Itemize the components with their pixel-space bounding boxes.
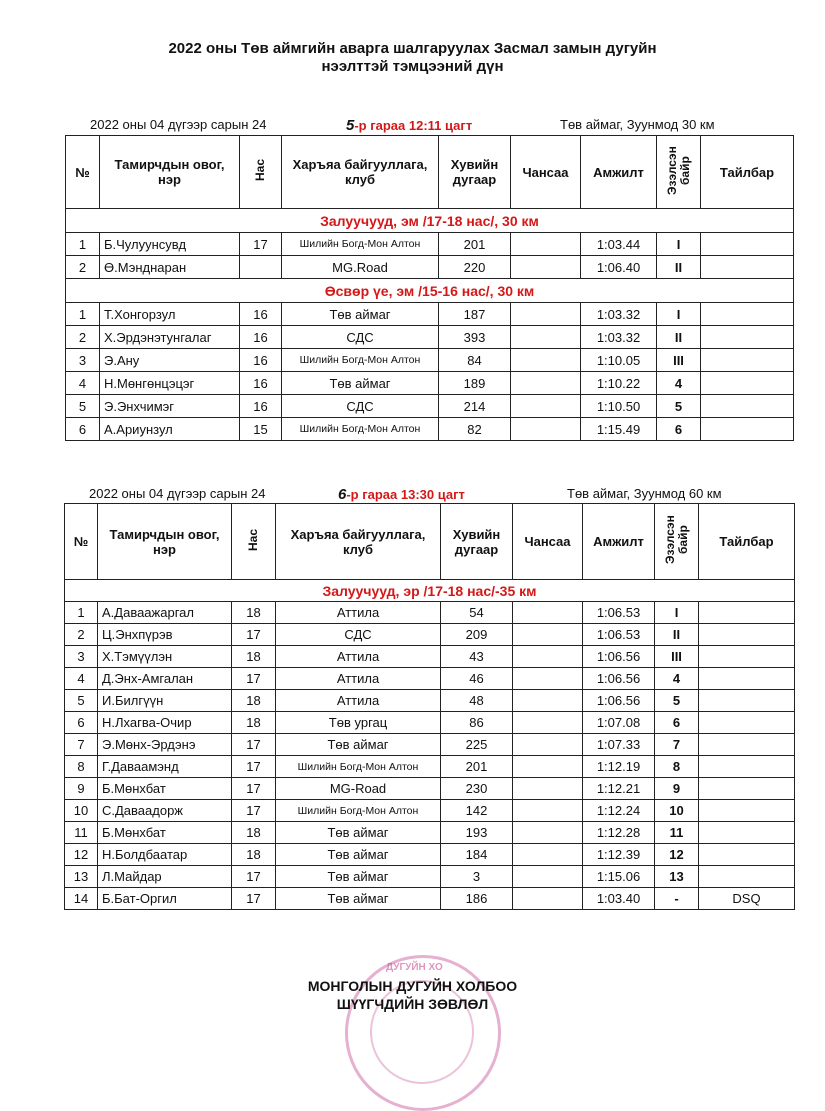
cell-name: А.Даваажаргал [98, 602, 232, 624]
section-header-row [66, 209, 794, 233]
cell-bonus [511, 349, 581, 372]
cell-no: 5 [66, 395, 100, 418]
cell-club: Аттила [276, 602, 441, 624]
cell-place: II [657, 326, 701, 349]
header-result: Амжилт [581, 136, 657, 209]
cell-result: 1:07.33 [583, 734, 655, 756]
result-row [65, 668, 795, 690]
cell-bonus [511, 418, 581, 441]
cell-name: Т.Хонгорзул [100, 303, 240, 326]
cell-place: 9 [655, 778, 699, 800]
cell-bonus [513, 668, 583, 690]
result-row [66, 418, 794, 441]
cell-bib: 189 [439, 372, 511, 395]
cell-place: 5 [657, 395, 701, 418]
cell-age: 17 [232, 624, 276, 646]
cell-bib: 86 [441, 712, 513, 734]
cell-result: 1:06.56 [583, 690, 655, 712]
header-bonus: Чансаа [513, 504, 583, 580]
header-club: Харъяа байгууллага, клуб [282, 136, 439, 209]
header-no: № [66, 136, 100, 209]
result-row [66, 256, 794, 279]
result-row [66, 372, 794, 395]
cell-name: А.Ариунзул [100, 418, 240, 441]
cell-bib: 142 [441, 800, 513, 822]
race1-results-table [65, 135, 794, 441]
cell-bib: 214 [439, 395, 511, 418]
race1-heat-label: -р гараа 12:11 цагт [354, 118, 473, 133]
cell-place: 6 [655, 712, 699, 734]
cell-age: 17 [232, 800, 276, 822]
cell-club: Төв аймаг [276, 844, 441, 866]
race1-date: 2022 оны 04 дүгээр сарын 24 [90, 117, 267, 132]
cell-no: 9 [65, 778, 98, 800]
cell-age: 18 [232, 844, 276, 866]
cell-no: 1 [65, 602, 98, 624]
cell-bonus [511, 233, 581, 256]
cell-no: 4 [65, 668, 98, 690]
race2-meta [0, 486, 825, 504]
cell-club: Шилийн Богд-Мон Алтон [282, 349, 439, 372]
stamp-text: ДУГУЙН ХО [386, 962, 443, 973]
document-title [0, 40, 825, 76]
cell-place: 8 [655, 756, 699, 778]
cell-result: 1:12.21 [583, 778, 655, 800]
cell-place: I [655, 602, 699, 624]
header-bonus: Чансаа [511, 136, 581, 209]
cell-note [699, 844, 795, 866]
cell-result: 1:12.19 [583, 756, 655, 778]
cell-name: С.Даваадорж [98, 800, 232, 822]
cell-note [699, 866, 795, 888]
cell-no: 13 [65, 866, 98, 888]
cell-place: I [657, 303, 701, 326]
cell-place: II [655, 624, 699, 646]
cell-result: 1:03.32 [581, 303, 657, 326]
cell-no: 14 [65, 888, 98, 910]
title-line-2: нээлттэй тэмцээний дүн [321, 58, 504, 75]
header-result: Амжилт [583, 504, 655, 580]
cell-club: Аттила [276, 646, 441, 668]
header-note: Тайлбар [699, 504, 795, 580]
cell-note [699, 690, 795, 712]
cell-name: Д.Энх-Амгалан [98, 668, 232, 690]
cell-place: 7 [655, 734, 699, 756]
cell-note [701, 303, 794, 326]
cell-bib: 209 [441, 624, 513, 646]
cell-note [699, 734, 795, 756]
cell-bib: 43 [441, 646, 513, 668]
cell-bonus [513, 888, 583, 910]
cell-bib: 201 [441, 756, 513, 778]
result-row [65, 756, 795, 778]
cell-age: 17 [232, 888, 276, 910]
result-row [65, 624, 795, 646]
section-title: Залуучууд, эр /17-18 нас/-35 км [65, 580, 795, 602]
cell-note [699, 822, 795, 844]
cell-result: 1:10.50 [581, 395, 657, 418]
cell-age: 15 [240, 418, 282, 441]
cell-no: 7 [65, 734, 98, 756]
cell-bonus [511, 303, 581, 326]
cell-bonus [511, 372, 581, 395]
cell-no: 5 [65, 690, 98, 712]
cell-age: 16 [240, 326, 282, 349]
result-row [66, 395, 794, 418]
cell-note [699, 756, 795, 778]
cell-bonus [513, 602, 583, 624]
result-row [65, 690, 795, 712]
cell-place: 12 [655, 844, 699, 866]
cell-name: Б.Мөнхбат [98, 778, 232, 800]
result-row [65, 822, 795, 844]
cell-no: 10 [65, 800, 98, 822]
cell-club: Аттила [276, 690, 441, 712]
cell-age: 16 [240, 395, 282, 418]
cell-bib: 225 [441, 734, 513, 756]
cell-age: 16 [240, 303, 282, 326]
cell-no: 3 [66, 349, 100, 372]
cell-place: III [657, 349, 701, 372]
cell-note [699, 712, 795, 734]
cell-age: 18 [232, 690, 276, 712]
result-row [66, 349, 794, 372]
cell-age: 17 [232, 756, 276, 778]
cell-no: 3 [65, 646, 98, 668]
cell-name: Л.Майдар [98, 866, 232, 888]
cell-age: 17 [232, 866, 276, 888]
cell-club: Төв аймаг [282, 372, 439, 395]
cell-bonus [513, 756, 583, 778]
header-name: Тамирчдын овог, нэр [98, 504, 232, 580]
cell-no: 1 [66, 303, 100, 326]
cell-note [701, 326, 794, 349]
cell-no: 2 [65, 624, 98, 646]
result-row [65, 712, 795, 734]
cell-age: 17 [232, 778, 276, 800]
cell-club: MG-Road [276, 778, 441, 800]
cell-result: 1:03.44 [581, 233, 657, 256]
cell-bonus [511, 395, 581, 418]
race1-heat-num: 5 [346, 117, 355, 134]
cell-place: 5 [655, 690, 699, 712]
cell-age: 18 [232, 646, 276, 668]
result-row [66, 326, 794, 349]
cell-no: 11 [65, 822, 98, 844]
cell-club: Төв аймаг [276, 888, 441, 910]
result-row [65, 778, 795, 800]
header-bib: Хувийн дугаар [439, 136, 511, 209]
race2-results-table [64, 503, 795, 910]
cell-bib: 46 [441, 668, 513, 690]
cell-result: 1:06.40 [581, 256, 657, 279]
race2-location: Төв аймаг, Зуунмод 60 км [567, 486, 722, 501]
cell-place: 6 [657, 418, 701, 441]
cell-place: 4 [655, 668, 699, 690]
cell-bonus [513, 822, 583, 844]
section-title: Залуучууд, эм /17-18 нас/, 30 км [66, 209, 794, 233]
cell-no: 6 [66, 418, 100, 441]
cell-note [699, 778, 795, 800]
cell-bib: 220 [439, 256, 511, 279]
cell-result: 1:15.49 [581, 418, 657, 441]
cell-result: 1:06.53 [583, 602, 655, 624]
cell-age: 18 [232, 602, 276, 624]
race1-header-row [66, 136, 794, 209]
cell-name: Э.Энхчимэг [100, 395, 240, 418]
cell-age: 17 [232, 668, 276, 690]
cell-bib: 82 [439, 418, 511, 441]
cell-result: 1:10.05 [581, 349, 657, 372]
cell-note [701, 372, 794, 395]
cell-age: 17 [240, 233, 282, 256]
cell-bib: 54 [441, 602, 513, 624]
cell-place: 4 [657, 372, 701, 395]
cell-bonus [513, 866, 583, 888]
cell-no: 8 [65, 756, 98, 778]
cell-bonus [511, 326, 581, 349]
cell-club: Төв аймаг [276, 734, 441, 756]
cell-note [701, 418, 794, 441]
cell-name: Э.Ану [100, 349, 240, 372]
cell-club: Төв ургац [276, 712, 441, 734]
cell-note [699, 624, 795, 646]
cell-name: Ө.Мэнднаран [100, 256, 240, 279]
result-row [66, 303, 794, 326]
header-club: Харъяа байгууллага, клуб [276, 504, 441, 580]
header-place: Эзэлсэн байр [657, 136, 701, 209]
cell-place: II [657, 256, 701, 279]
cell-club: СДС [282, 326, 439, 349]
cell-result: 1:07.08 [583, 712, 655, 734]
header-note: Тайлбар [701, 136, 794, 209]
cell-no: 2 [66, 256, 100, 279]
result-row [65, 866, 795, 888]
cell-result: 1:06.53 [583, 624, 655, 646]
cell-bonus [513, 646, 583, 668]
header-bib: Хувийн дугаар [441, 504, 513, 580]
cell-result: 1:10.22 [581, 372, 657, 395]
cell-club: Шилийн Богд-Мон Алтон [276, 756, 441, 778]
race2-heat [338, 486, 465, 503]
cell-bonus [513, 690, 583, 712]
cell-no: 1 [66, 233, 100, 256]
cell-no: 12 [65, 844, 98, 866]
cell-club: СДС [282, 395, 439, 418]
header-age: Нас [232, 504, 276, 580]
cell-no: 2 [66, 326, 100, 349]
cell-name: Г.Даваамэнд [98, 756, 232, 778]
cell-club: Шилийн Богд-Мон Алтон [282, 418, 439, 441]
cell-name: Б.Мөнхбат [98, 822, 232, 844]
cell-bib: 186 [441, 888, 513, 910]
cell-note [699, 602, 795, 624]
cell-club: Шилийн Богд-Мон Алтон [276, 800, 441, 822]
cell-place: 10 [655, 800, 699, 822]
cell-club: Аттила [276, 668, 441, 690]
cell-name: Н.Мөнгөнцэцэг [100, 372, 240, 395]
result-row [65, 800, 795, 822]
cell-result: 1:06.56 [583, 646, 655, 668]
title-line-1: 2022 оны Төв аймгийн аварга шалгаруулах Засмал замын дугуйн [168, 40, 657, 57]
cell-name: Х.Тэмүүлэн [98, 646, 232, 668]
cell-result: 1:12.28 [583, 822, 655, 844]
cell-age: 17 [232, 734, 276, 756]
cell-note [701, 233, 794, 256]
cell-club: Шилийн Богд-Мон Алтон [282, 233, 439, 256]
cell-age: 18 [232, 822, 276, 844]
result-row [65, 844, 795, 866]
race1-heat [346, 117, 472, 134]
cell-bib: 184 [441, 844, 513, 866]
cell-name: Х.Эрдэнэтунгалаг [100, 326, 240, 349]
cell-age: 16 [240, 372, 282, 395]
cell-age [240, 256, 282, 279]
cell-bonus [511, 256, 581, 279]
cell-name: Н.Лхагва-Очир [98, 712, 232, 734]
cell-result: 1:12.39 [583, 844, 655, 866]
result-row [65, 888, 795, 910]
cell-bonus [513, 712, 583, 734]
cell-club: MG.Road [282, 256, 439, 279]
cell-bonus [513, 734, 583, 756]
race2-heat-label: -р гараа 13:30 цагт [346, 487, 465, 502]
cell-bonus [513, 778, 583, 800]
cell-note [699, 800, 795, 822]
result-row [65, 646, 795, 668]
cell-name: И.Билгүүн [98, 690, 232, 712]
cell-place: 13 [655, 866, 699, 888]
result-row [65, 602, 795, 624]
header-age: Нас [240, 136, 282, 209]
race1-location: Төв аймаг, Зуунмод 30 км [560, 117, 715, 132]
cell-bib: 193 [441, 822, 513, 844]
race2-header-row [65, 504, 795, 580]
cell-name: Э.Мөнх-Эрдэнэ [98, 734, 232, 756]
cell-bib: 48 [441, 690, 513, 712]
cell-note: DSQ [699, 888, 795, 910]
cell-name: Б.Чулуунсувд [100, 233, 240, 256]
cell-result: 1:15.06 [583, 866, 655, 888]
cell-place: I [657, 233, 701, 256]
cell-result: 1:06.56 [583, 668, 655, 690]
cell-bib: 3 [441, 866, 513, 888]
race2-heat-num: 6 [338, 486, 347, 503]
cell-name: Б.Бат-Оргил [98, 888, 232, 910]
cell-no: 4 [66, 372, 100, 395]
cell-bib: 393 [439, 326, 511, 349]
cell-age: 16 [240, 349, 282, 372]
cell-place: 11 [655, 822, 699, 844]
cell-bib: 230 [441, 778, 513, 800]
header-place: Эзэлсэн байр [655, 504, 699, 580]
cell-name: Н.Болдбаатар [98, 844, 232, 866]
cell-bonus [513, 844, 583, 866]
section-header-row [66, 279, 794, 303]
race2-date: 2022 оны 04 дүгээр сарын 24 [89, 486, 266, 501]
cell-name: Ц.Энхпүрэв [98, 624, 232, 646]
cell-bib: 84 [439, 349, 511, 372]
cell-result: 1:12.24 [583, 800, 655, 822]
cell-club: Төв аймаг [276, 866, 441, 888]
cell-note [701, 349, 794, 372]
cell-result: 1:03.32 [581, 326, 657, 349]
cell-age: 18 [232, 712, 276, 734]
cell-bib: 187 [439, 303, 511, 326]
cell-place: - [655, 888, 699, 910]
cell-bonus [513, 624, 583, 646]
cell-club: Төв аймаг [276, 822, 441, 844]
header-no: № [65, 504, 98, 580]
cell-note [701, 395, 794, 418]
result-row [66, 233, 794, 256]
cell-club: Төв аймаг [282, 303, 439, 326]
footer-line-1: МОНГОЛЫН ДУГУЙН ХОЛБОО [307, 978, 518, 994]
cell-note [699, 646, 795, 668]
cell-note [699, 668, 795, 690]
footer-line-2: ШҮҮГЧДИЙН ЗӨВЛӨЛ [336, 996, 489, 1012]
signature-block [0, 977, 825, 1013]
cell-bib: 201 [439, 233, 511, 256]
cell-club: СДС [276, 624, 441, 646]
cell-result: 1:03.40 [583, 888, 655, 910]
section-header-row [65, 580, 795, 602]
header-name: Тамирчдын овог, нэр [100, 136, 240, 209]
cell-no: 6 [65, 712, 98, 734]
cell-note [701, 256, 794, 279]
cell-bonus [513, 800, 583, 822]
cell-place: III [655, 646, 699, 668]
result-row [65, 734, 795, 756]
section-title: Өсвөр үе, эм /15-16 нас/, 30 км [66, 279, 794, 303]
race1-meta [0, 117, 825, 135]
